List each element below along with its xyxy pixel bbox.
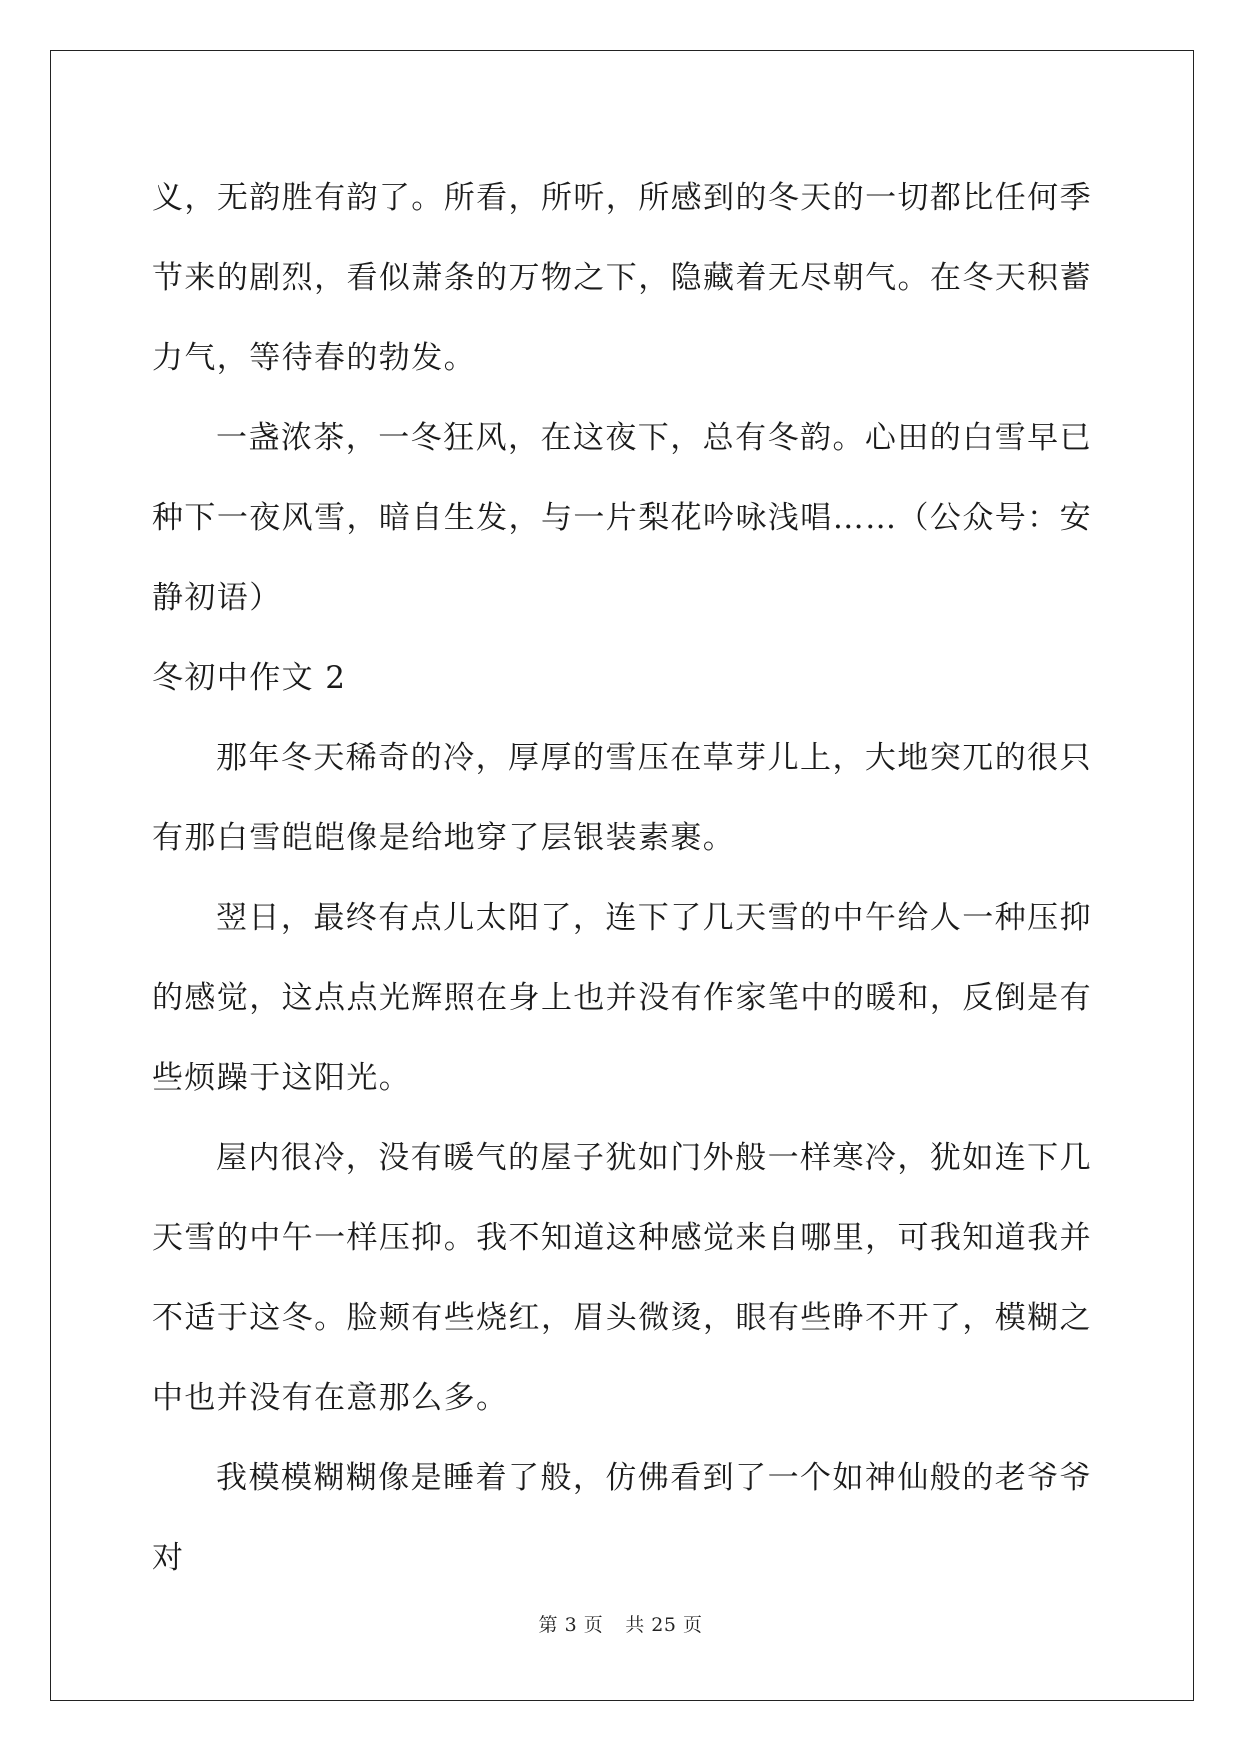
paragraph-6: 我模模糊糊像是睡着了般，仿佛看到了一个如神仙般的老爷爷对 — [152, 1460, 1092, 1576]
paragraph-4: 翌日，最终有点儿太阳了，连下了几天雪的中午给人一种压抑的感觉，这点点光辉照在身上也并没有作家笔中的暖和，反倒是有些烦躁于这阳光。 — [152, 900, 1092, 1096]
paragraph-1: 义，无韵胜有韵了。所看，所听，所感到的冬天的一切都比任何季节来的剧烈，看似萧条的万物之下，隐藏着无尽朝气。在冬天积蓄力气，等待春的勃发。 — [152, 180, 1092, 376]
page-number: 第 3 页 — [538, 1614, 604, 1636]
paragraph-2: 一盏浓茶，一冬狂风，在这夜下，总有冬韵。心田的白雪早已种下一夜风雪，暗自生发，与一片梨花吟咏浅唱……（公众号：安静初语） — [152, 420, 1092, 616]
page-total: 共 25 页 — [625, 1614, 703, 1636]
page-footer — [0, 1610, 1241, 1637]
paragraph-5: 屋内很冷，没有暖气的屋子犹如门外般一样寒冷，犹如连下几天雪的中午一样压抑。我不知道这种感觉来自哪里，可我知道我并不适于这冬。脸颊有些烧红，眉头微烫，眼有些睁不开了，模糊之中也并没有在意那么多。 — [152, 1140, 1092, 1416]
document-body — [152, 158, 1092, 1598]
paragraph-3: 那年冬天稀奇的冷，厚厚的雪压在草芽儿上，大地突兀的很只有那白雪皑皑像是给地穿了层银装素裹。 — [152, 740, 1092, 856]
section-title: 冬初中作文 2 — [152, 660, 347, 696]
